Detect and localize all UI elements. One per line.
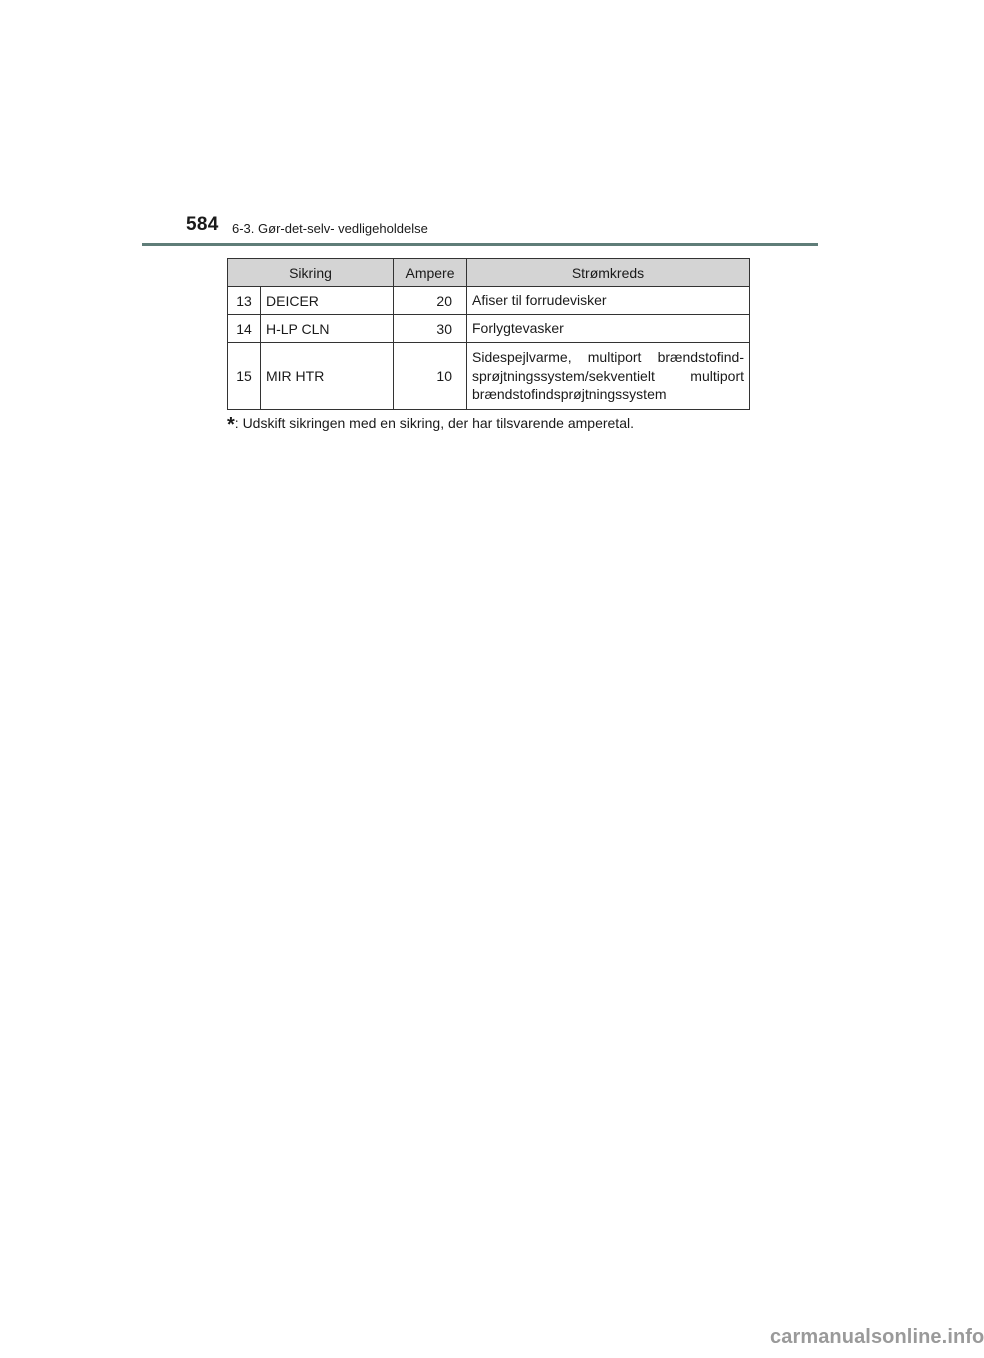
- column-header-ampere: Ampere: [394, 259, 467, 287]
- table-row: [228, 315, 750, 343]
- column-header-sikring: Sikring: [228, 259, 394, 287]
- watermark: carmanualsonline.info: [770, 1326, 984, 1348]
- section-title: 6-3. Gør-det-selv- vedligeholdelse: [232, 221, 428, 236]
- fuse-ampere: 10: [394, 343, 467, 410]
- fuse-number: 15: [228, 343, 261, 410]
- table-row: [228, 287, 750, 315]
- fuse-number: 14: [228, 315, 261, 343]
- header-rule: [142, 243, 818, 246]
- fuse-name: MIR HTR: [261, 343, 394, 410]
- fuse-ampere: 30: [394, 315, 467, 343]
- table-header-row: [228, 259, 750, 287]
- fuse-circuit: Forlygtevasker: [467, 315, 750, 343]
- footnote-marker: *: [227, 414, 235, 436]
- fuse-table: [227, 258, 750, 410]
- column-header-stromkreds: Strømkreds: [467, 259, 750, 287]
- fuse-circuit: Afiser til forrudevisker: [467, 287, 750, 315]
- fuse-ampere: 20: [394, 287, 467, 315]
- page-number: 584: [186, 214, 219, 235]
- footnote-text: : Udskift sikringen med en sikring, der har tilsvarende amperetal.: [234, 415, 634, 431]
- fuse-circuit: Sidespejlvarme, multiport brændstofind-sprøjtningssystem/sekventielt multiport brændstofindsprøjtningssystem: [467, 343, 750, 410]
- footnote: [227, 411, 634, 434]
- fuse-name: H-LP CLN: [261, 315, 394, 343]
- table-row: [228, 343, 750, 410]
- fuse-number: 13: [228, 287, 261, 315]
- fuse-name: DEICER: [261, 287, 394, 315]
